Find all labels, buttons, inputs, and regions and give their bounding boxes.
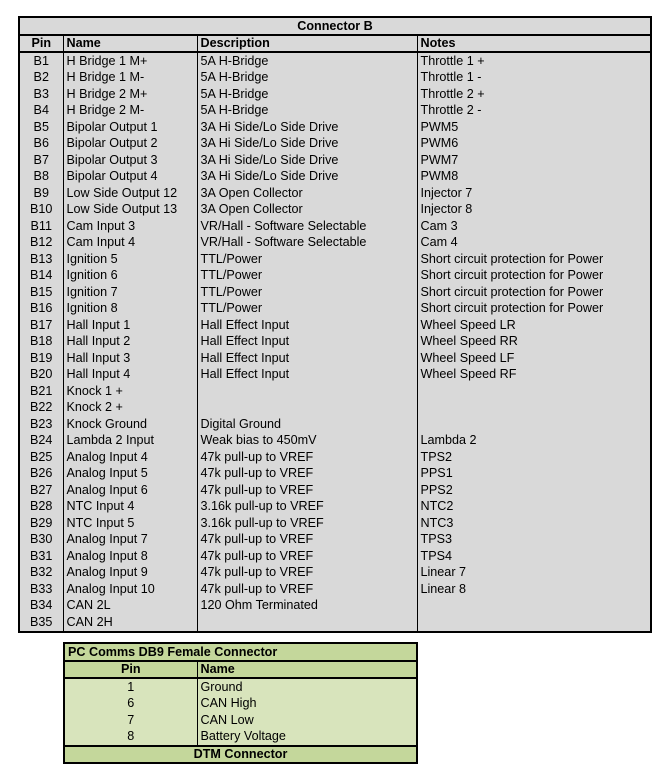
table-row	[19, 70, 651, 87]
table-row	[19, 383, 651, 400]
cell-pin: B22	[19, 400, 63, 417]
cell-description: 3.16k pull-up to VREF	[197, 515, 417, 532]
cell-name: Bipolar Output 3	[63, 152, 197, 169]
table-row	[64, 712, 417, 729]
cell-pin: B30	[19, 532, 63, 549]
cell-description: 120 Ohm Terminated	[197, 598, 417, 615]
cell-name: NTC Input 5	[63, 515, 197, 532]
cell-description: 47k pull-up to VREF	[197, 581, 417, 598]
table-row	[19, 581, 651, 598]
cell-name: Knock Ground	[63, 416, 197, 433]
table-row	[19, 301, 651, 318]
table-row	[19, 499, 651, 516]
cell-pin: B31	[19, 548, 63, 565]
table-row	[19, 614, 651, 632]
col-header-name: Name	[63, 35, 197, 52]
cell-notes: PWM7	[420, 152, 459, 167]
cell-description: Digital Ground	[197, 416, 417, 433]
table-title: Connector B	[19, 17, 651, 35]
cell-notes	[417, 383, 651, 400]
cell-notes: Wheel Speed LR	[420, 317, 516, 332]
cell-name: Analog Input 9	[63, 565, 197, 582]
cell-name: Ignition 8	[63, 301, 197, 318]
cell-name: H Bridge 2 M-	[63, 103, 197, 120]
cell-notes: PWM5	[420, 119, 459, 134]
cell-name: CAN 2H	[63, 614, 197, 632]
cell-pin: B3	[19, 86, 63, 103]
cell-description: 3A Open Collector	[197, 185, 417, 202]
cell-notes: Wheel Speed LF	[420, 350, 515, 365]
cell-description: 47k pull-up to VREF	[197, 449, 417, 466]
cell-name: Knock 2 +	[63, 400, 197, 417]
cell-description: VR/Hall - Software Selectable	[197, 235, 417, 252]
cell-notes: Short circuit protection for Power	[420, 268, 604, 283]
cell-notes: NTC3	[420, 515, 454, 530]
cell-pin: B29	[19, 515, 63, 532]
col-header-description: Description	[197, 35, 417, 52]
cell-notes: Throttle 1 +	[420, 53, 485, 68]
cell-description: 3A Hi Side/Lo Side Drive	[197, 169, 417, 186]
table-row	[19, 466, 651, 483]
cell-notes: Wheel Speed RF	[420, 367, 517, 382]
cell-pin: B6	[19, 136, 63, 153]
table-row	[19, 119, 651, 136]
cell-name: Low Side Output 13	[63, 202, 197, 219]
cell-description: TTL/Power	[197, 251, 417, 268]
cell-notes: Throttle 2 -	[420, 103, 482, 118]
cell-description: 47k pull-up to VREF	[197, 548, 417, 565]
cell-name: Analog Input 4	[63, 449, 197, 466]
cell-pin: B7	[19, 152, 63, 169]
cell-notes: Wheel Speed RR	[420, 334, 518, 349]
col-header-pin: Pin	[64, 661, 197, 678]
cell-pin: B24	[19, 433, 63, 450]
table-row	[19, 86, 651, 103]
cell-notes: Lambda 2	[420, 433, 477, 448]
cell-description: Hall Effect Input	[197, 367, 417, 384]
cell-name: Ground	[200, 679, 243, 694]
cell-notes: PPS2	[420, 482, 453, 497]
cell-notes: PPS1	[420, 466, 453, 481]
cell-pin: B16	[19, 301, 63, 318]
cell-pin: B20	[19, 367, 63, 384]
cell-pin: B23	[19, 416, 63, 433]
cell-notes: Short circuit protection for Power	[420, 301, 604, 316]
table-row	[19, 152, 651, 169]
cell-description: 3A Hi Side/Lo Side Drive	[197, 136, 417, 153]
cell-pin: B26	[19, 466, 63, 483]
cell-description: Hall Effect Input	[197, 334, 417, 351]
cell-pin: B28	[19, 499, 63, 516]
cell-description: Weak bias to 450mV	[197, 433, 417, 450]
dtm-connector-heading: DTM Connector	[64, 746, 417, 763]
cell-notes	[417, 614, 651, 632]
table-row	[19, 548, 651, 565]
table-row	[19, 52, 651, 70]
cell-notes: Short circuit protection for Power	[420, 284, 604, 299]
col-header-notes: Notes	[417, 35, 651, 52]
cell-pin: B27	[19, 482, 63, 499]
table-row	[19, 565, 651, 582]
cell-notes	[417, 598, 651, 615]
table-row	[19, 532, 651, 549]
cell-notes: Linear 8	[420, 581, 467, 596]
table-row	[19, 433, 651, 450]
cell-notes	[417, 400, 651, 417]
cell-description: Hall Effect Input	[197, 317, 417, 334]
cell-notes: PWM8	[420, 169, 459, 184]
cell-description: TTL/Power	[197, 301, 417, 318]
cell-name: Analog Input 8	[63, 548, 197, 565]
cell-pin: B14	[19, 268, 63, 285]
cell-pin: 6	[64, 696, 197, 713]
cell-notes: Injector 7	[420, 185, 473, 200]
cell-pin: B19	[19, 350, 63, 367]
cell-pin: B13	[19, 251, 63, 268]
cell-name: CAN High	[200, 696, 257, 711]
cell-pin: B4	[19, 103, 63, 120]
table-row	[19, 400, 651, 417]
cell-notes: Short circuit protection for Power	[420, 251, 604, 266]
cell-pin: B10	[19, 202, 63, 219]
cell-pin: B15	[19, 284, 63, 301]
table-row	[19, 367, 651, 384]
table-row	[19, 235, 651, 252]
cell-name: CAN Low	[200, 712, 254, 727]
cell-notes: Cam 4	[420, 235, 458, 250]
cell-description: 47k pull-up to VREF	[197, 565, 417, 582]
cell-pin: B8	[19, 169, 63, 186]
cell-pin: 8	[64, 729, 197, 747]
cell-name: Low Side Output 12	[63, 185, 197, 202]
cell-notes: TPS3	[420, 532, 452, 547]
cell-pin: B17	[19, 317, 63, 334]
cell-description: 3A Open Collector	[197, 202, 417, 219]
cell-pin: 7	[64, 712, 197, 729]
cell-name: Cam Input 4	[63, 235, 197, 252]
table-row	[19, 317, 651, 334]
cell-description: 47k pull-up to VREF	[197, 466, 417, 483]
table-row	[19, 416, 651, 433]
cell-description: 5A H-Bridge	[197, 103, 417, 120]
cell-name: Analog Input 7	[63, 532, 197, 549]
cell-description: 5A H-Bridge	[197, 70, 417, 87]
cell-description: TTL/Power	[197, 268, 417, 285]
cell-description: VR/Hall - Software Selectable	[197, 218, 417, 235]
cell-pin: B35	[19, 614, 63, 632]
cell-pin: B18	[19, 334, 63, 351]
cell-description	[197, 383, 417, 400]
table-row	[64, 696, 417, 713]
cell-name: Hall Input 3	[63, 350, 197, 367]
cell-name: Lambda 2 Input	[63, 433, 197, 450]
cell-notes: TPS2	[420, 449, 452, 464]
cell-name: H Bridge 1 M-	[63, 70, 197, 87]
cell-name: H Bridge 2 M+	[63, 86, 197, 103]
cell-pin: B34	[19, 598, 63, 615]
cell-pin: B32	[19, 565, 63, 582]
table-row	[19, 334, 651, 351]
table-row	[19, 350, 651, 367]
cell-name: CAN 2L	[63, 598, 197, 615]
cell-name: Analog Input 6	[63, 482, 197, 499]
cell-name: Knock 1 +	[63, 383, 197, 400]
table-row	[19, 185, 651, 202]
cell-name: Analog Input 5	[63, 466, 197, 483]
cell-pin: B1	[19, 52, 63, 70]
cell-pin: B33	[19, 581, 63, 598]
header-row	[64, 661, 417, 678]
table-row	[64, 678, 417, 696]
cell-name: Bipolar Output 4	[63, 169, 197, 186]
table-row	[19, 515, 651, 532]
table-row	[19, 202, 651, 219]
cell-description: 3A Hi Side/Lo Side Drive	[197, 119, 417, 136]
cell-notes: Throttle 1 -	[420, 70, 482, 85]
table-row	[19, 449, 651, 466]
cell-notes: Throttle 2 +	[420, 86, 485, 101]
table-row	[19, 251, 651, 268]
header-row	[19, 35, 651, 52]
cell-notes: TPS4	[420, 548, 452, 563]
cell-name: Ignition 6	[63, 268, 197, 285]
cell-pin: B9	[19, 185, 63, 202]
cell-pin: B5	[19, 119, 63, 136]
cell-name: Bipolar Output 1	[63, 119, 197, 136]
table-row	[64, 729, 417, 747]
cell-name: Cam Input 3	[63, 218, 197, 235]
cell-description: 3.16k pull-up to VREF	[197, 499, 417, 516]
cell-name: NTC Input 4	[63, 499, 197, 516]
col-header-name: Name	[197, 661, 417, 678]
cell-pin: B2	[19, 70, 63, 87]
connector-b-table	[18, 16, 652, 633]
cell-name: Hall Input 1	[63, 317, 197, 334]
cell-pin: B21	[19, 383, 63, 400]
cell-name: Analog Input 10	[63, 581, 197, 598]
cell-description: 5A H-Bridge	[197, 86, 417, 103]
cell-pin: 1	[64, 678, 197, 696]
cell-name: Battery Voltage	[200, 729, 286, 744]
pc-comms-table	[63, 642, 418, 764]
cell-notes: Cam 3	[420, 218, 458, 233]
cell-notes: Linear 7	[420, 565, 467, 580]
cell-name: Hall Input 2	[63, 334, 197, 351]
table-row	[19, 169, 651, 186]
table-row	[19, 103, 651, 120]
table-row	[19, 482, 651, 499]
table-row	[19, 136, 651, 153]
cell-description: 3A Hi Side/Lo Side Drive	[197, 152, 417, 169]
cell-description: Hall Effect Input	[197, 350, 417, 367]
cell-notes: NTC2	[420, 499, 454, 514]
cell-description: TTL/Power	[197, 284, 417, 301]
cell-name: H Bridge 1 M+	[63, 52, 197, 70]
cell-pin: B25	[19, 449, 63, 466]
table-row	[19, 284, 651, 301]
cell-description	[197, 400, 417, 417]
table-title: PC Comms DB9 Female Connector	[64, 643, 417, 661]
table-row	[19, 218, 651, 235]
cell-description: 47k pull-up to VREF	[197, 532, 417, 549]
table-row	[19, 598, 651, 615]
cell-pin: B12	[19, 235, 63, 252]
table-row	[19, 268, 651, 285]
cell-pin: B11	[19, 218, 63, 235]
cell-name: Ignition 5	[63, 251, 197, 268]
cell-name: Bipolar Output 2	[63, 136, 197, 153]
cell-description: 5A H-Bridge	[197, 52, 417, 70]
cell-notes	[417, 416, 651, 433]
col-header-pin: Pin	[19, 35, 63, 52]
cell-description: 47k pull-up to VREF	[197, 482, 417, 499]
cell-name: Hall Input 4	[63, 367, 197, 384]
cell-notes: Injector 8	[420, 202, 473, 217]
cell-name: Ignition 7	[63, 284, 197, 301]
cell-notes: PWM6	[420, 136, 459, 151]
cell-description	[197, 614, 417, 632]
